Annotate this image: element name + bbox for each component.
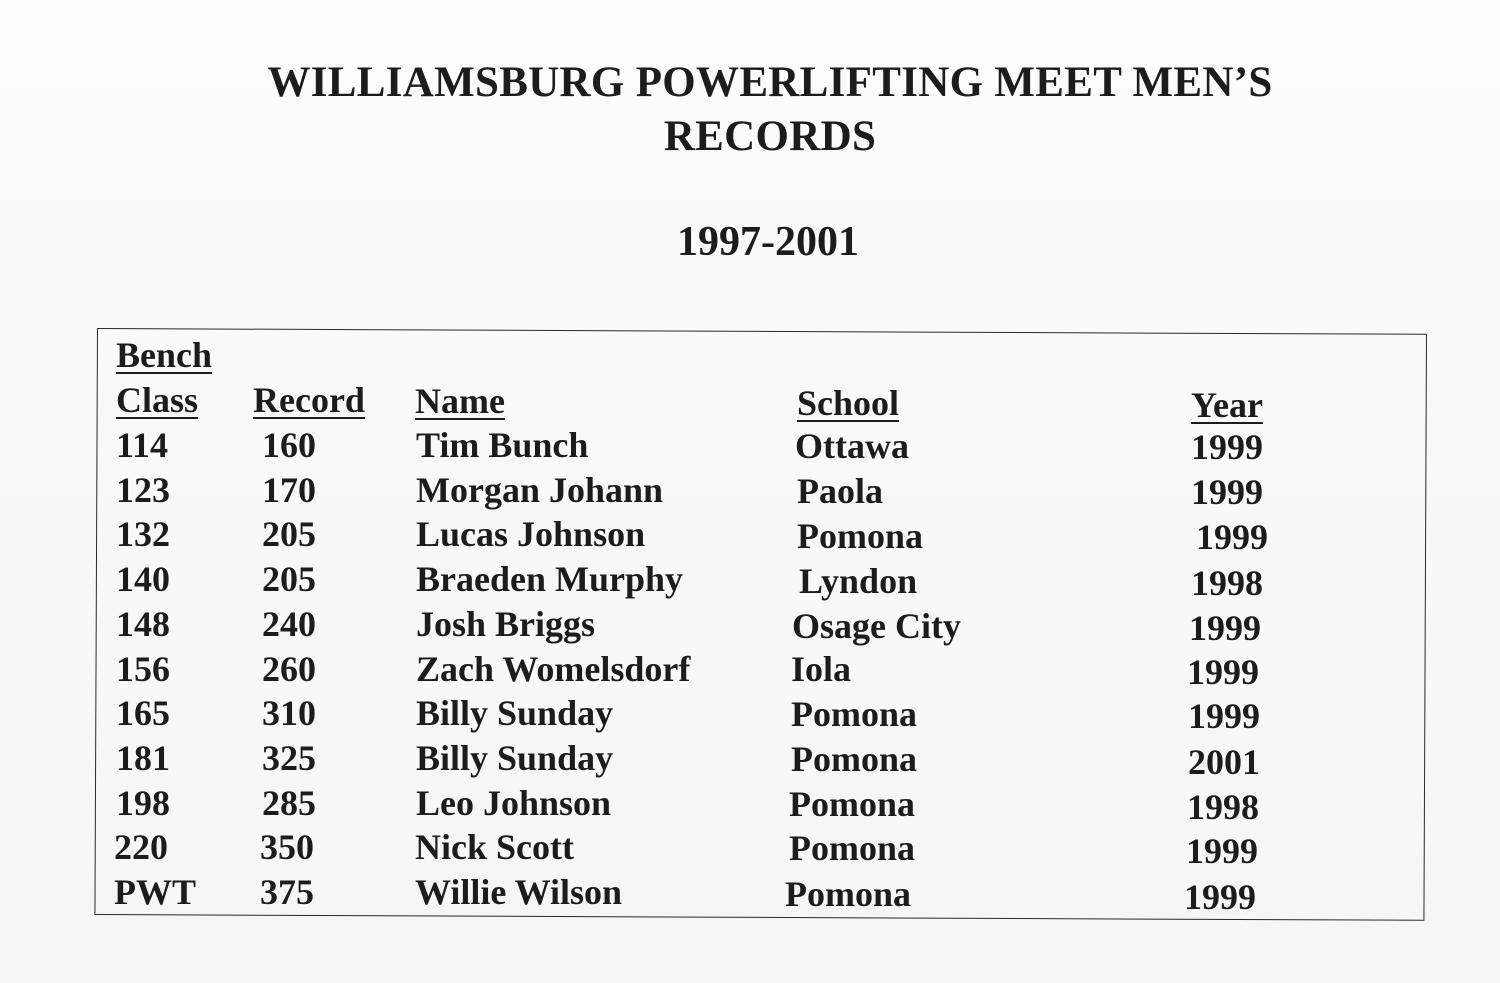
cell-school: Paola [797,470,883,511]
cell-class: 198 [116,782,170,823]
cell-class: PWT [114,872,197,912]
column-header-name: Name [415,381,505,421]
column-header-year: Year [1191,385,1263,425]
cell-class: 156 [116,648,170,689]
cell-record: 260 [262,648,316,689]
column-header-record: Record [253,380,365,420]
cell-class: 114 [116,425,169,465]
cell-class: 165 [116,693,170,734]
cell-name: Lucas Johnson [416,514,646,555]
cell-name: Tim Bunch [416,425,589,465]
cell-school: Pomona [789,783,915,824]
cell-year: 1999 [1189,607,1261,648]
cell-year: 1998 [1187,786,1259,827]
cell-school: Pomona [785,874,911,914]
cell-school: Lyndon [799,561,918,602]
cell-record: 240 [262,603,316,644]
cell-year: 2001 [1188,741,1260,782]
section-label-bench: Bench [116,335,213,375]
column-header-school: School [797,383,900,423]
cell-record: 205 [262,514,316,555]
cell-name: Leo Johnson [416,782,612,823]
cell-record: 375 [260,872,314,912]
cell-year: 1999 [1188,696,1260,737]
cell-class: 123 [116,469,170,510]
cell-name: Morgan Johann [416,469,664,510]
cell-school: Ottawa [795,426,909,466]
cell-class: 181 [116,737,170,778]
year-range: 1997-2001 [677,219,859,265]
cell-year: 1999 [1196,517,1268,558]
cell-record: 205 [262,559,316,600]
cell-name: Nick Scott [415,827,574,868]
cell-class: 148 [116,603,170,644]
cell-record: 350 [260,827,314,868]
cell-class: 220 [114,827,168,868]
cell-year: 1999 [1191,427,1263,467]
cell-school: Pomona [789,828,915,869]
cell-school: Pomona [791,694,917,735]
column-header-class: Class [116,380,199,420]
page-title: WILLIAMSBURG POWERLIFTING MEET MEN’S [267,59,1273,106]
cell-year: 1999 [1186,831,1258,872]
cell-record: 160 [262,425,316,465]
cell-school: Iola [791,648,852,689]
cell-year: 1999 [1187,651,1259,692]
cell-year: 1999 [1191,471,1263,512]
cell-name: Billy Sunday [416,693,614,734]
cell-name: Braeden Murphy [416,559,684,600]
cell-year: 1999 [1184,877,1256,917]
cell-school: Pomona [791,738,917,779]
cell-class: 140 [116,559,170,600]
cell-school: Osage City [792,605,961,646]
cell-year: 1998 [1191,563,1263,604]
page-title-continued: RECORDS [663,113,877,160]
cell-name: Josh Briggs [416,603,596,644]
cell-name: Zach Womelsdorf [416,648,691,689]
cell-name: Willie Wilson [415,872,623,912]
cell-school: Pomona [797,516,923,557]
cell-class: 132 [116,514,170,555]
cell-record: 285 [262,782,316,823]
cell-record: 170 [262,469,316,510]
cell-name: Billy Sunday [416,737,614,778]
cell-record: 310 [262,693,316,734]
cell-record: 325 [262,737,316,778]
